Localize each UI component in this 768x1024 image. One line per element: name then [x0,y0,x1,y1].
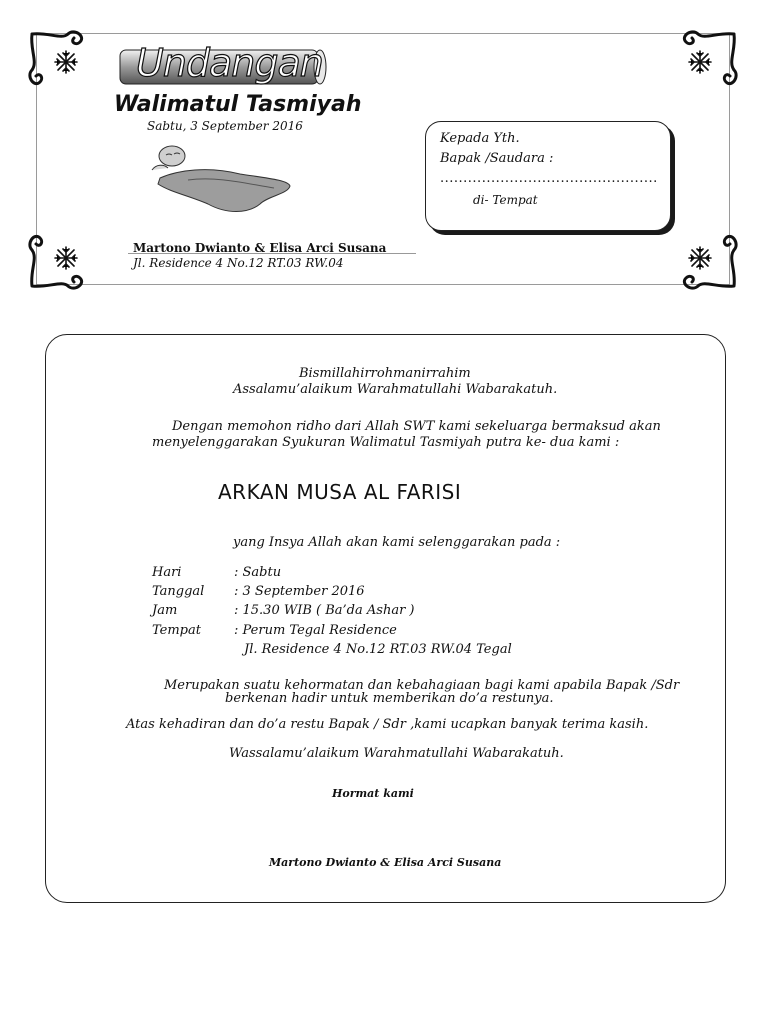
detail-value-date: : 3 September 2016 [234,584,365,599]
divider [128,253,416,254]
intro-line-2: menyelenggarakan Syukuran Walimatul Tasmiyah putra ke- dua kami : [152,435,620,450]
hosts-name: Martono Dwianto & Elisa Arci Susana [133,241,387,255]
closing-line-1: Merupakan suatu kehormatan dan kebahagiaan bagi kami apabila Bapak /Sdr [164,678,680,693]
greeting-line: Assalamu’alaikum Warahmatullahi Wabarakatuh. [233,382,558,397]
bismillah-line: Bismillahirrohmanirrahim [299,366,471,381]
signature-names: Martono Dwianto & Elisa Arci Susana [269,856,502,869]
recipient-name-blank: ............................................... [440,171,658,186]
detail-address: Jl. Residence 4 No.12 RT.03 RW.04 Tegal [244,642,512,657]
closing-line-2: berkenan hadir untuk memberikan do’a restunya. [225,691,554,706]
recipient-place: di- Tempat [473,193,538,207]
detail-value-place: : Perum Tegal Residence [234,623,397,638]
event-date: Sabtu, 3 September 2016 [147,119,303,133]
snowflake-corner-ornament [28,228,100,290]
snowflake-corner-ornament [666,30,738,92]
event-subtitle: Walimatul Tasmiyah [114,92,362,117]
detail-label-place: Tempat [152,623,201,638]
snowflake-corner-ornament [28,30,100,92]
thanks-line: Atas kehadiran dan do’a restu Bapak / Sdr ,kami ucapkan banyak terima kasih. [126,717,649,732]
detail-value-day: : Sabtu [234,565,282,580]
event-lead-line: yang Insya Allah akan kami selenggarakan pada : [233,535,561,550]
child-name: ARKAN MUSA AL FARISI [218,480,462,504]
intro-line-1: Dengan memohon ridho dari Allah SWT kami sekeluarga bermaksud akan [172,419,661,434]
hosts-address: Jl. Residence 4 No.12 RT.03 RW.04 [133,256,344,270]
farewell-line: Wassalamu’alaikum Warahmatullahi Wabarakatuh. [229,746,564,761]
recipient-greeting: Kepada Yth. [440,131,520,146]
invitation-title: Undangan [136,41,323,85]
detail-value-time: : 15.30 WIB ( Ba’da Ashar ) [234,603,415,618]
regards-label: Hormat kami [332,787,414,800]
recipient-title: Bapak /Saudara : [440,151,554,166]
sleeping-baby-illustration [148,140,294,216]
snowflake-corner-ornament [666,228,738,290]
detail-label-day: Hari [152,565,182,580]
detail-label-time: Jam [152,603,178,618]
detail-label-date: Tanggal [152,584,205,599]
